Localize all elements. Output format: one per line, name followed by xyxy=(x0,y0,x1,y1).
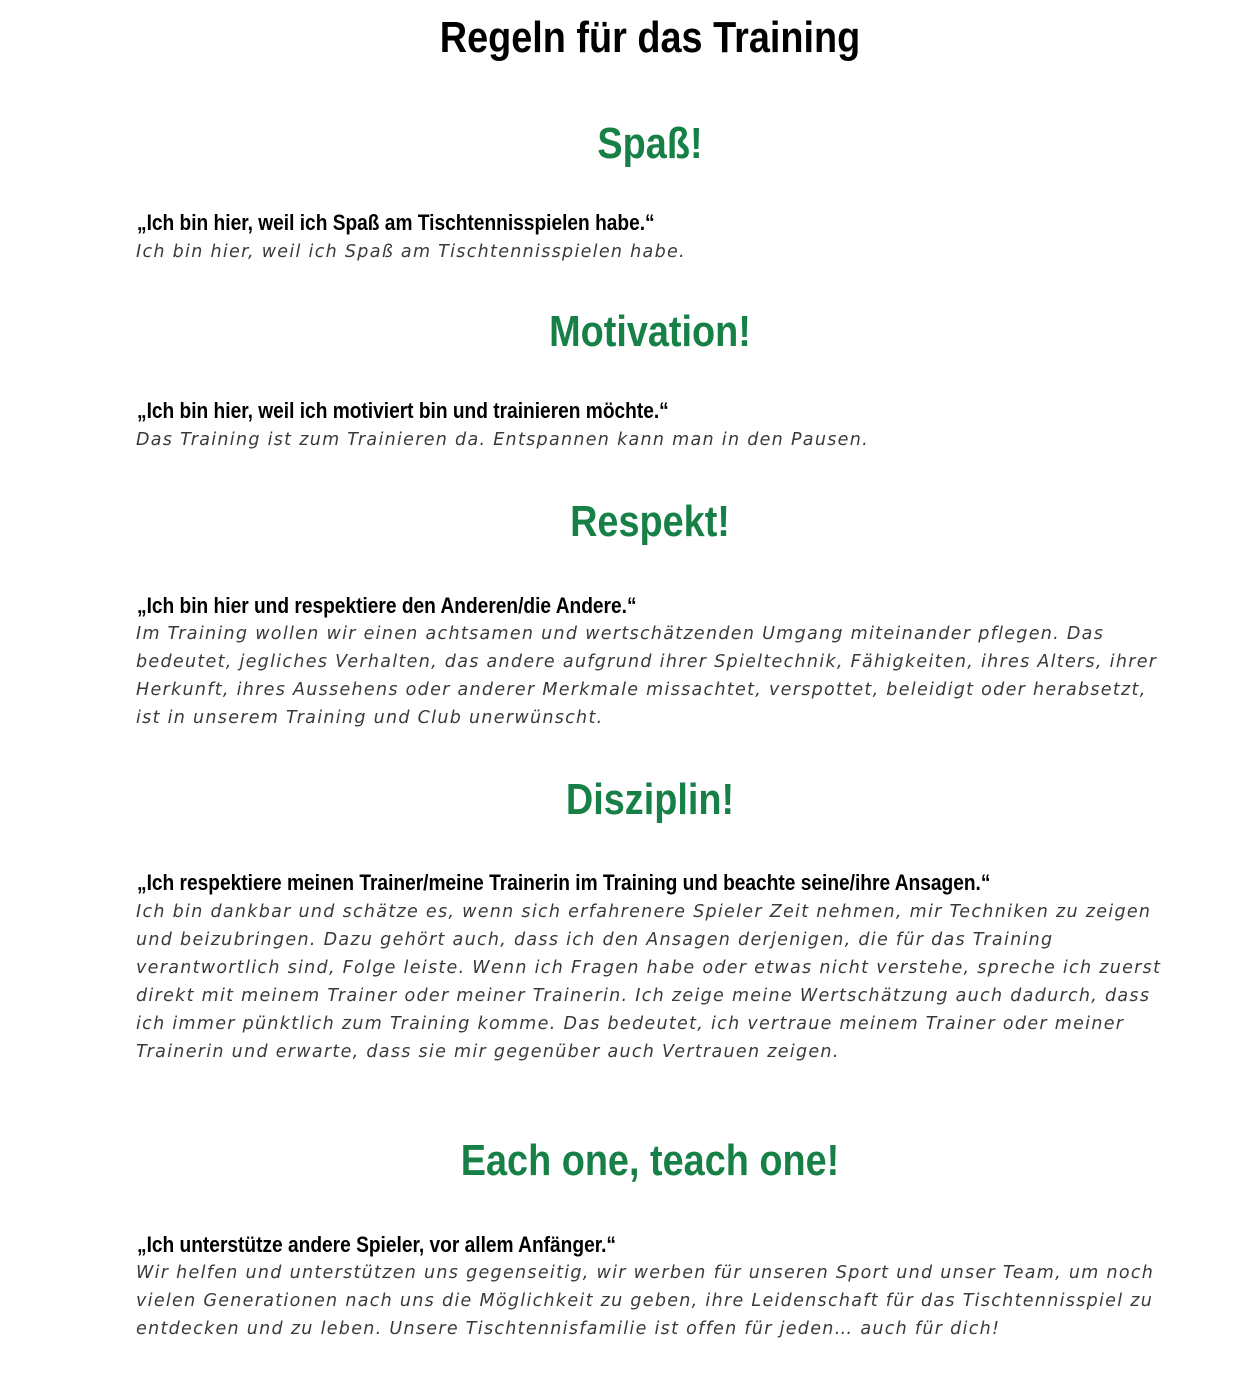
rule-quote-spass: „Ich bin hier, weil ich Spaß am Tischtennisspielen habe.“ xyxy=(137,210,655,235)
rule-text-respekt: Im Training wollen wir einen achtsamen und wertschätzenden Umgang miteinander pflegen. Das bedeutet, jegliches Verhalten, das andere aufgrund ihrer Spieltechnik, Fähigkeiten, ihres Alters, ihrer Herkunft, ihres Aussehens oder anderer Merkmale missachtet, verspottet, beleidigt oder herabsetzt, ist in unserem Training und Club unerwünscht. xyxy=(136,624,1158,728)
rule-quote-respekt: „Ich bin hier und respektiere den Anderen/die Andere.“ xyxy=(137,593,637,618)
document-title: Regeln für das Training xyxy=(439,13,861,62)
rule-text-spass: Ich bin hier, weil ich Spaß am Tischtennisspielen habe. xyxy=(136,242,686,262)
rule-quote-motivation: „Ich bin hier, weil ich motiviert bin und trainieren möchte.“ xyxy=(137,398,669,423)
section-heading-disziplin: Disziplin! xyxy=(565,775,735,824)
section-heading-respekt: Respekt! xyxy=(570,497,730,546)
rule-text-disziplin: Ich bin dankbar und schätze es, wenn sich erfahrenere Spieler Zeit nehmen, mir Techniken zu zeigen und beizubringen. Dazu gehört auch, dass ich den Ansagen derjenigen, die für das Training verantwortlich sind, Folge leiste. Wenn ich Fragen habe oder etwas nicht verstehe, spreche ich zuerst direkt mit meinem Trainer oder meiner Trainerin. Ich zeige meine Wertschätzung auch dadurch, dass ich immer pünktlich zum Training komme. Das bedeutet, ich vertraue meinem Trainer oder meiner Trainerin und erwarte, dass sie mir gegenüber auch Vertrauen zeigen. xyxy=(136,902,1162,1062)
section-heading-spass: Spaß! xyxy=(597,119,703,168)
section-heading-each-one-teach-one: Each one, teach one! xyxy=(460,1136,840,1185)
section-heading-motivation: Motivation! xyxy=(549,307,751,356)
rule-quote-disziplin: „Ich respektiere meinen Trainer/meine Trainerin im Training und beachte seine/ihre Ansagen.“ xyxy=(137,870,991,895)
rule-quote-each-one-teach-one: „Ich unterstütze andere Spieler, vor allem Anfänger.“ xyxy=(137,1232,617,1257)
rule-text-motivation: Das Training ist zum Trainieren da. Entspannen kann man in den Pausen. xyxy=(136,430,869,450)
rule-text-each-one-teach-one: Wir helfen und unterstützen uns gegenseitig, wir werben für unseren Sport und unser Team, um noch vielen Generationen nach uns die Möglichkeit zu geben, ihre Leidenschaft für das Tischtennisspiel zu entdecken und zu leben. Unsere Tischtennisfamilie ist offen für jeden… auch für dich! xyxy=(136,1263,1155,1339)
